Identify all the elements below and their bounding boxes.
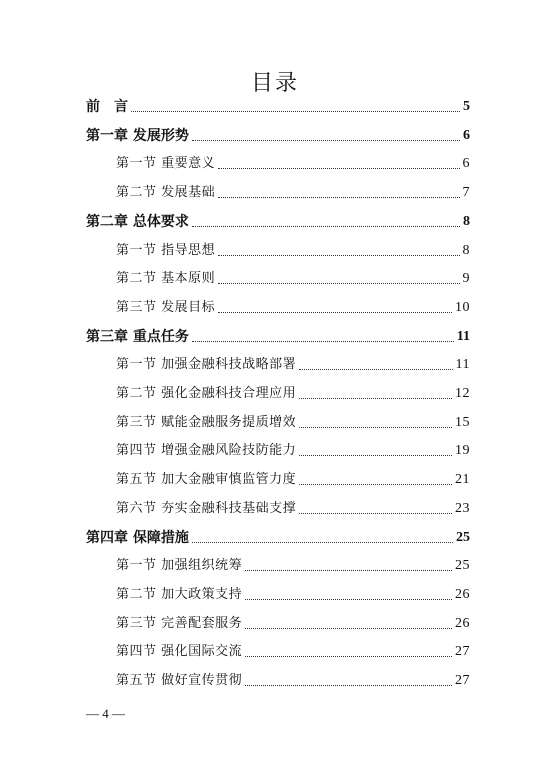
dot-leader <box>245 656 452 657</box>
dot-leader <box>299 484 452 485</box>
toc-entry-label: 第一节 加强金融科技战略部署 <box>116 357 297 373</box>
toc-chapter-entry[interactable] <box>86 326 470 348</box>
toc-section-entry[interactable] <box>116 498 470 520</box>
toc-entry-page: 7 <box>462 185 470 201</box>
toc-entry-label: 第三节 发展目标 <box>116 299 216 315</box>
toc-section-entry[interactable] <box>116 354 470 376</box>
toc-entry-label: 第五节 加大金融审慎监管力度 <box>116 472 297 488</box>
toc-entry-label: 第二节 强化金融科技合理应用 <box>116 386 297 401</box>
toc-entry-label: 第一章 发展形势 <box>86 127 189 144</box>
toc-chapter-entry[interactable] <box>86 125 470 147</box>
page-title: 目录 <box>250 71 299 96</box>
dot-leader <box>299 513 452 514</box>
toc-entry-label: 第四节 增强金融风险技防能力 <box>116 443 297 459</box>
dot-leader <box>192 542 453 543</box>
toc-entry-label: 第二节 发展基础 <box>116 185 216 201</box>
toc-section-entry[interactable] <box>116 613 470 635</box>
toc-section-entry[interactable] <box>116 268 470 290</box>
dot-leader <box>218 283 459 284</box>
dot-leader <box>245 599 452 600</box>
toc-entry-page: 11 <box>456 328 470 344</box>
toc-entry-page: 26 <box>455 586 470 602</box>
toc-section-entry[interactable] <box>116 383 470 405</box>
toc-entry-page: 27 <box>455 673 470 688</box>
toc-entry-label: 第二节 基本原则 <box>116 271 216 287</box>
dot-leader <box>299 369 452 370</box>
page-number-footer: — 4 — <box>86 706 125 721</box>
toc-chapter-entry[interactable] <box>86 527 470 549</box>
toc-entry-label: 第一节 指导思想 <box>116 242 216 258</box>
toc-chapter-entry[interactable] <box>86 211 470 233</box>
dot-leader <box>218 312 452 313</box>
toc-section-entry[interactable] <box>116 584 470 606</box>
toc-entry-label: 第一节 加强组织统筹 <box>116 558 243 574</box>
dot-leader <box>299 427 452 428</box>
toc-entry-page: 21 <box>455 472 470 488</box>
toc-entry-page: 6 <box>462 156 470 172</box>
toc-entry-page: 9 <box>462 271 470 287</box>
toc-entry-page: 8 <box>462 242 470 258</box>
dot-leader <box>245 628 452 629</box>
toc-section-entry[interactable] <box>116 440 470 462</box>
toc-entry-label: 第三节 赋能金融服务提质增效 <box>116 414 297 430</box>
toc-section-entry[interactable] <box>116 641 470 663</box>
toc-entry-page: 8 <box>463 213 470 229</box>
dot-leader <box>245 685 452 686</box>
toc-entry-label: 第二节 加大政策支持 <box>116 586 243 602</box>
toc-entry-label: 第四章 保障措施 <box>86 529 189 546</box>
dot-leader <box>299 455 452 456</box>
toc-entry-page: 15 <box>455 414 470 430</box>
toc-entry-label: 第三章 重点任务 <box>86 328 189 345</box>
toc-entry-page: 25 <box>455 558 470 574</box>
toc-entry-page: 5 <box>463 99 470 114</box>
toc-entry-page: 27 <box>455 644 470 660</box>
toc-section-entry[interactable] <box>116 297 470 319</box>
toc-section-entry[interactable] <box>116 182 470 204</box>
dot-leader <box>245 570 452 571</box>
toc-entry-label: 第六节 夯实金融科技基础支撑 <box>116 500 297 516</box>
toc-entry-label: 前 言 <box>86 99 128 115</box>
dot-leader <box>218 168 459 169</box>
toc-entry-page: 26 <box>455 615 470 631</box>
toc-entry-label: 第一节 重要意义 <box>116 156 216 172</box>
dot-leader <box>192 341 454 342</box>
toc-entry-page: 11 <box>455 357 470 373</box>
toc-chapter-entry[interactable] <box>86 96 470 118</box>
toc-entry-label: 第五节 做好宣传贯彻 <box>116 673 243 688</box>
dot-leader <box>299 398 452 399</box>
toc-section-entry[interactable] <box>116 670 470 692</box>
toc-section-entry[interactable] <box>116 412 470 434</box>
toc-entry-page: 23 <box>455 500 470 516</box>
toc-section-entry[interactable] <box>116 240 470 262</box>
toc-entry-page: 19 <box>455 443 470 459</box>
dot-leader <box>131 111 460 112</box>
dot-leader <box>218 255 459 256</box>
dot-leader <box>192 226 460 227</box>
toc-entry-label: 第四节 强化国际交流 <box>116 644 243 660</box>
toc-entry-label: 第二章 总体要求 <box>86 213 189 230</box>
toc-section-entry[interactable] <box>116 555 470 577</box>
toc-entry-page: 12 <box>455 386 470 401</box>
toc-entry-page: 6 <box>463 127 470 143</box>
toc-section-entry[interactable] <box>116 153 470 175</box>
toc-entry-page: 25 <box>456 529 470 545</box>
toc-entry-label: 第三节 完善配套服务 <box>116 615 243 631</box>
dot-leader <box>218 197 459 198</box>
dot-leader <box>192 140 460 141</box>
toc-section-entry[interactable] <box>116 469 470 491</box>
toc-entry-page: 10 <box>455 299 470 315</box>
